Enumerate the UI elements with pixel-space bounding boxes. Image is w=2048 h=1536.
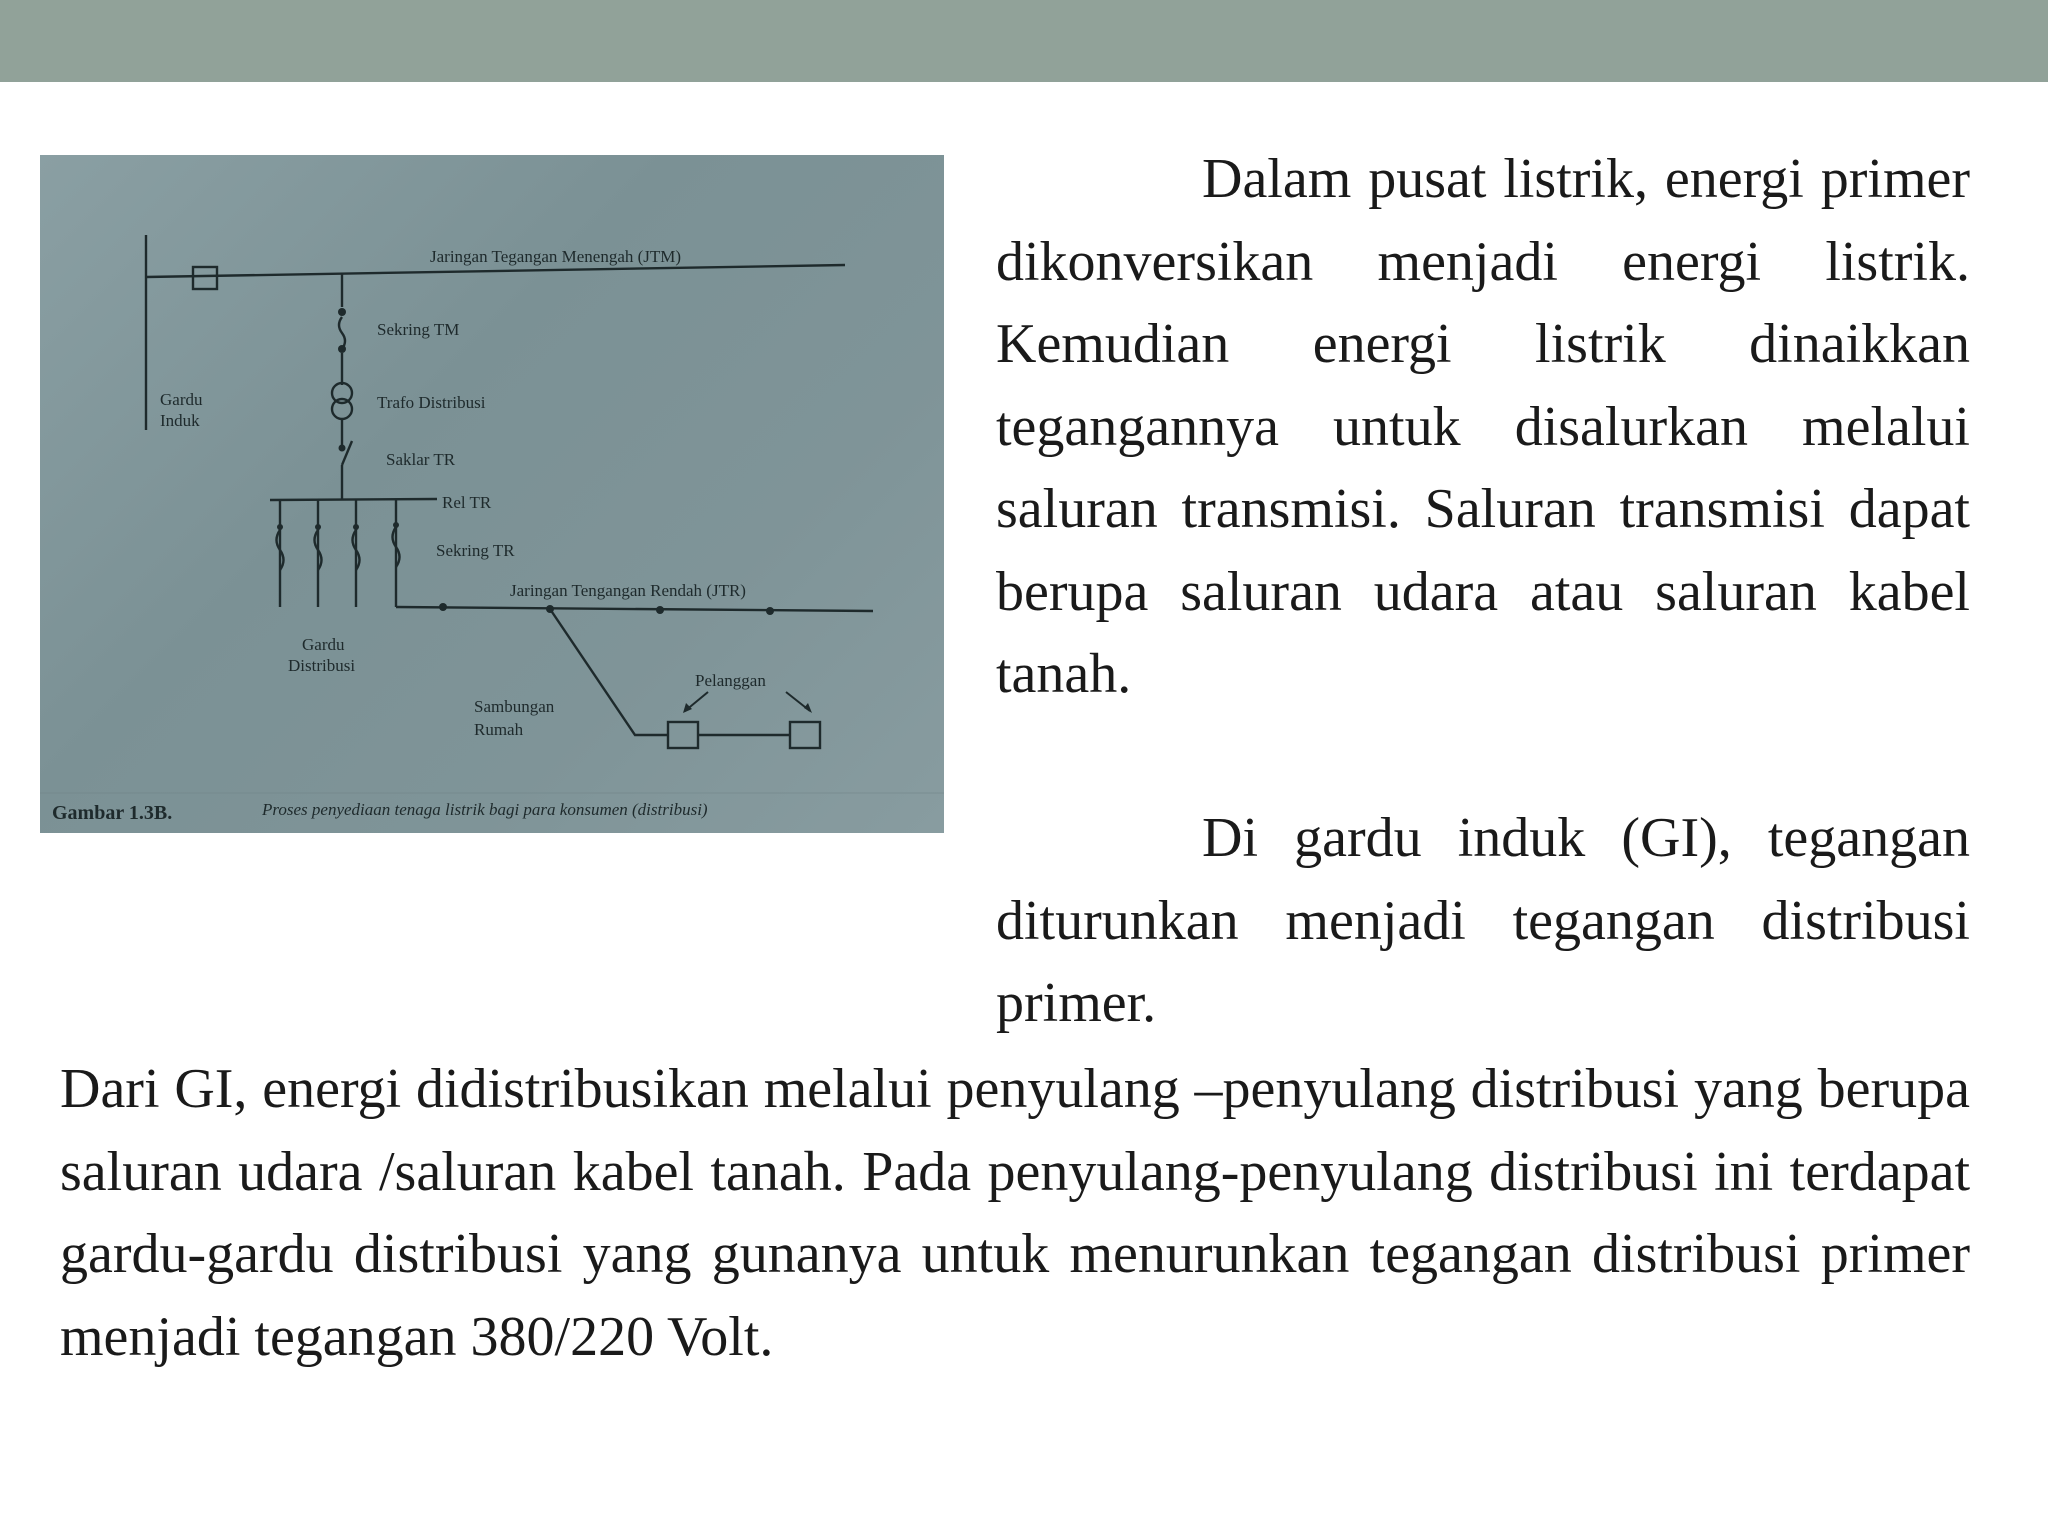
jtr-node-1	[439, 603, 447, 611]
paragraph-gardu-induk: Di gardu induk (GI), tegangan diturunkan menjadi tegangan distribusi primer.	[996, 807, 1970, 1034]
jtm-line	[146, 265, 845, 277]
label-jtm: Jaringan Tegangan Menengah (JTM)	[430, 247, 682, 266]
header-band	[0, 0, 2048, 82]
label-gardu-distribusi-2: Distribusi	[288, 656, 356, 675]
label-jtr: Jaringan Tengangan Rendah (JTR)	[510, 581, 746, 600]
label-gardu-distribusi-1: Gardu	[302, 635, 345, 654]
jtr-line	[396, 607, 873, 611]
distribution-diagram-figure	[40, 155, 944, 833]
figure-caption-label: Gambar 1.3B.	[52, 802, 173, 824]
label-rel-tr: Rel TR	[442, 493, 492, 512]
jtr-node-3	[656, 606, 664, 614]
label-sambungan-2: Rumah	[474, 720, 524, 739]
saklar-tr-switch	[342, 441, 352, 465]
label-pelanggan: Pelanggan	[695, 671, 766, 690]
sekring-tm-dot-2	[338, 345, 346, 353]
pelanggan-box-1	[668, 722, 698, 748]
label-gardu-induk-1: Gardu	[160, 390, 203, 409]
pelanggan-box-2	[790, 722, 820, 748]
distribution-diagram	[40, 155, 944, 833]
paragraph-distribusi: Dari GI, energi didistribusikan melalui penyulang –penyulang distribusi yang berupa saluran udara /saluran kabel tanah. Pada penyulang-penyulang distribusi ini terdapat gardu-gardu distribusi yang gunanya untuk menurunkan tegangan distribusi primer menjadi tegangan 380/220 Volt.	[60, 1058, 1970, 1368]
gi-breaker-box	[193, 267, 217, 289]
sekring-tr-branches	[277, 500, 400, 607]
figure-caption-text: Proses penyediaan tenaga listrik bagi para konsumen (distribusi)	[262, 800, 708, 819]
paragraph-pusat-listrik: Dalam pusat listrik, energi primer dikonversikan menjadi energi listrik. Kemudian energi listrik dinaikkan tegangannya untuk disalurkan melalui saluran transmisi. Saluran transmisi dapat berupa saluran udara atau saluran kabel tanah.	[996, 148, 1970, 705]
label-saklar-tr: Saklar TR	[386, 450, 456, 469]
label-sekring-tm: Sekring TM	[377, 320, 460, 339]
sekring-tm-symbol	[339, 317, 345, 349]
label-sambungan-1: Sambungan	[474, 697, 555, 716]
label-gardu-induk-2: Induk	[160, 411, 200, 430]
saklar-dot	[339, 445, 346, 452]
sekring-tm-dot	[338, 308, 346, 316]
label-trafo: Trafo Distribusi	[377, 393, 486, 412]
rel-tr-bus	[270, 499, 437, 500]
label-sekring-tr: Sekring TR	[436, 541, 515, 560]
jtr-node-4	[766, 607, 774, 615]
sambungan-rumah-line	[550, 609, 668, 735]
